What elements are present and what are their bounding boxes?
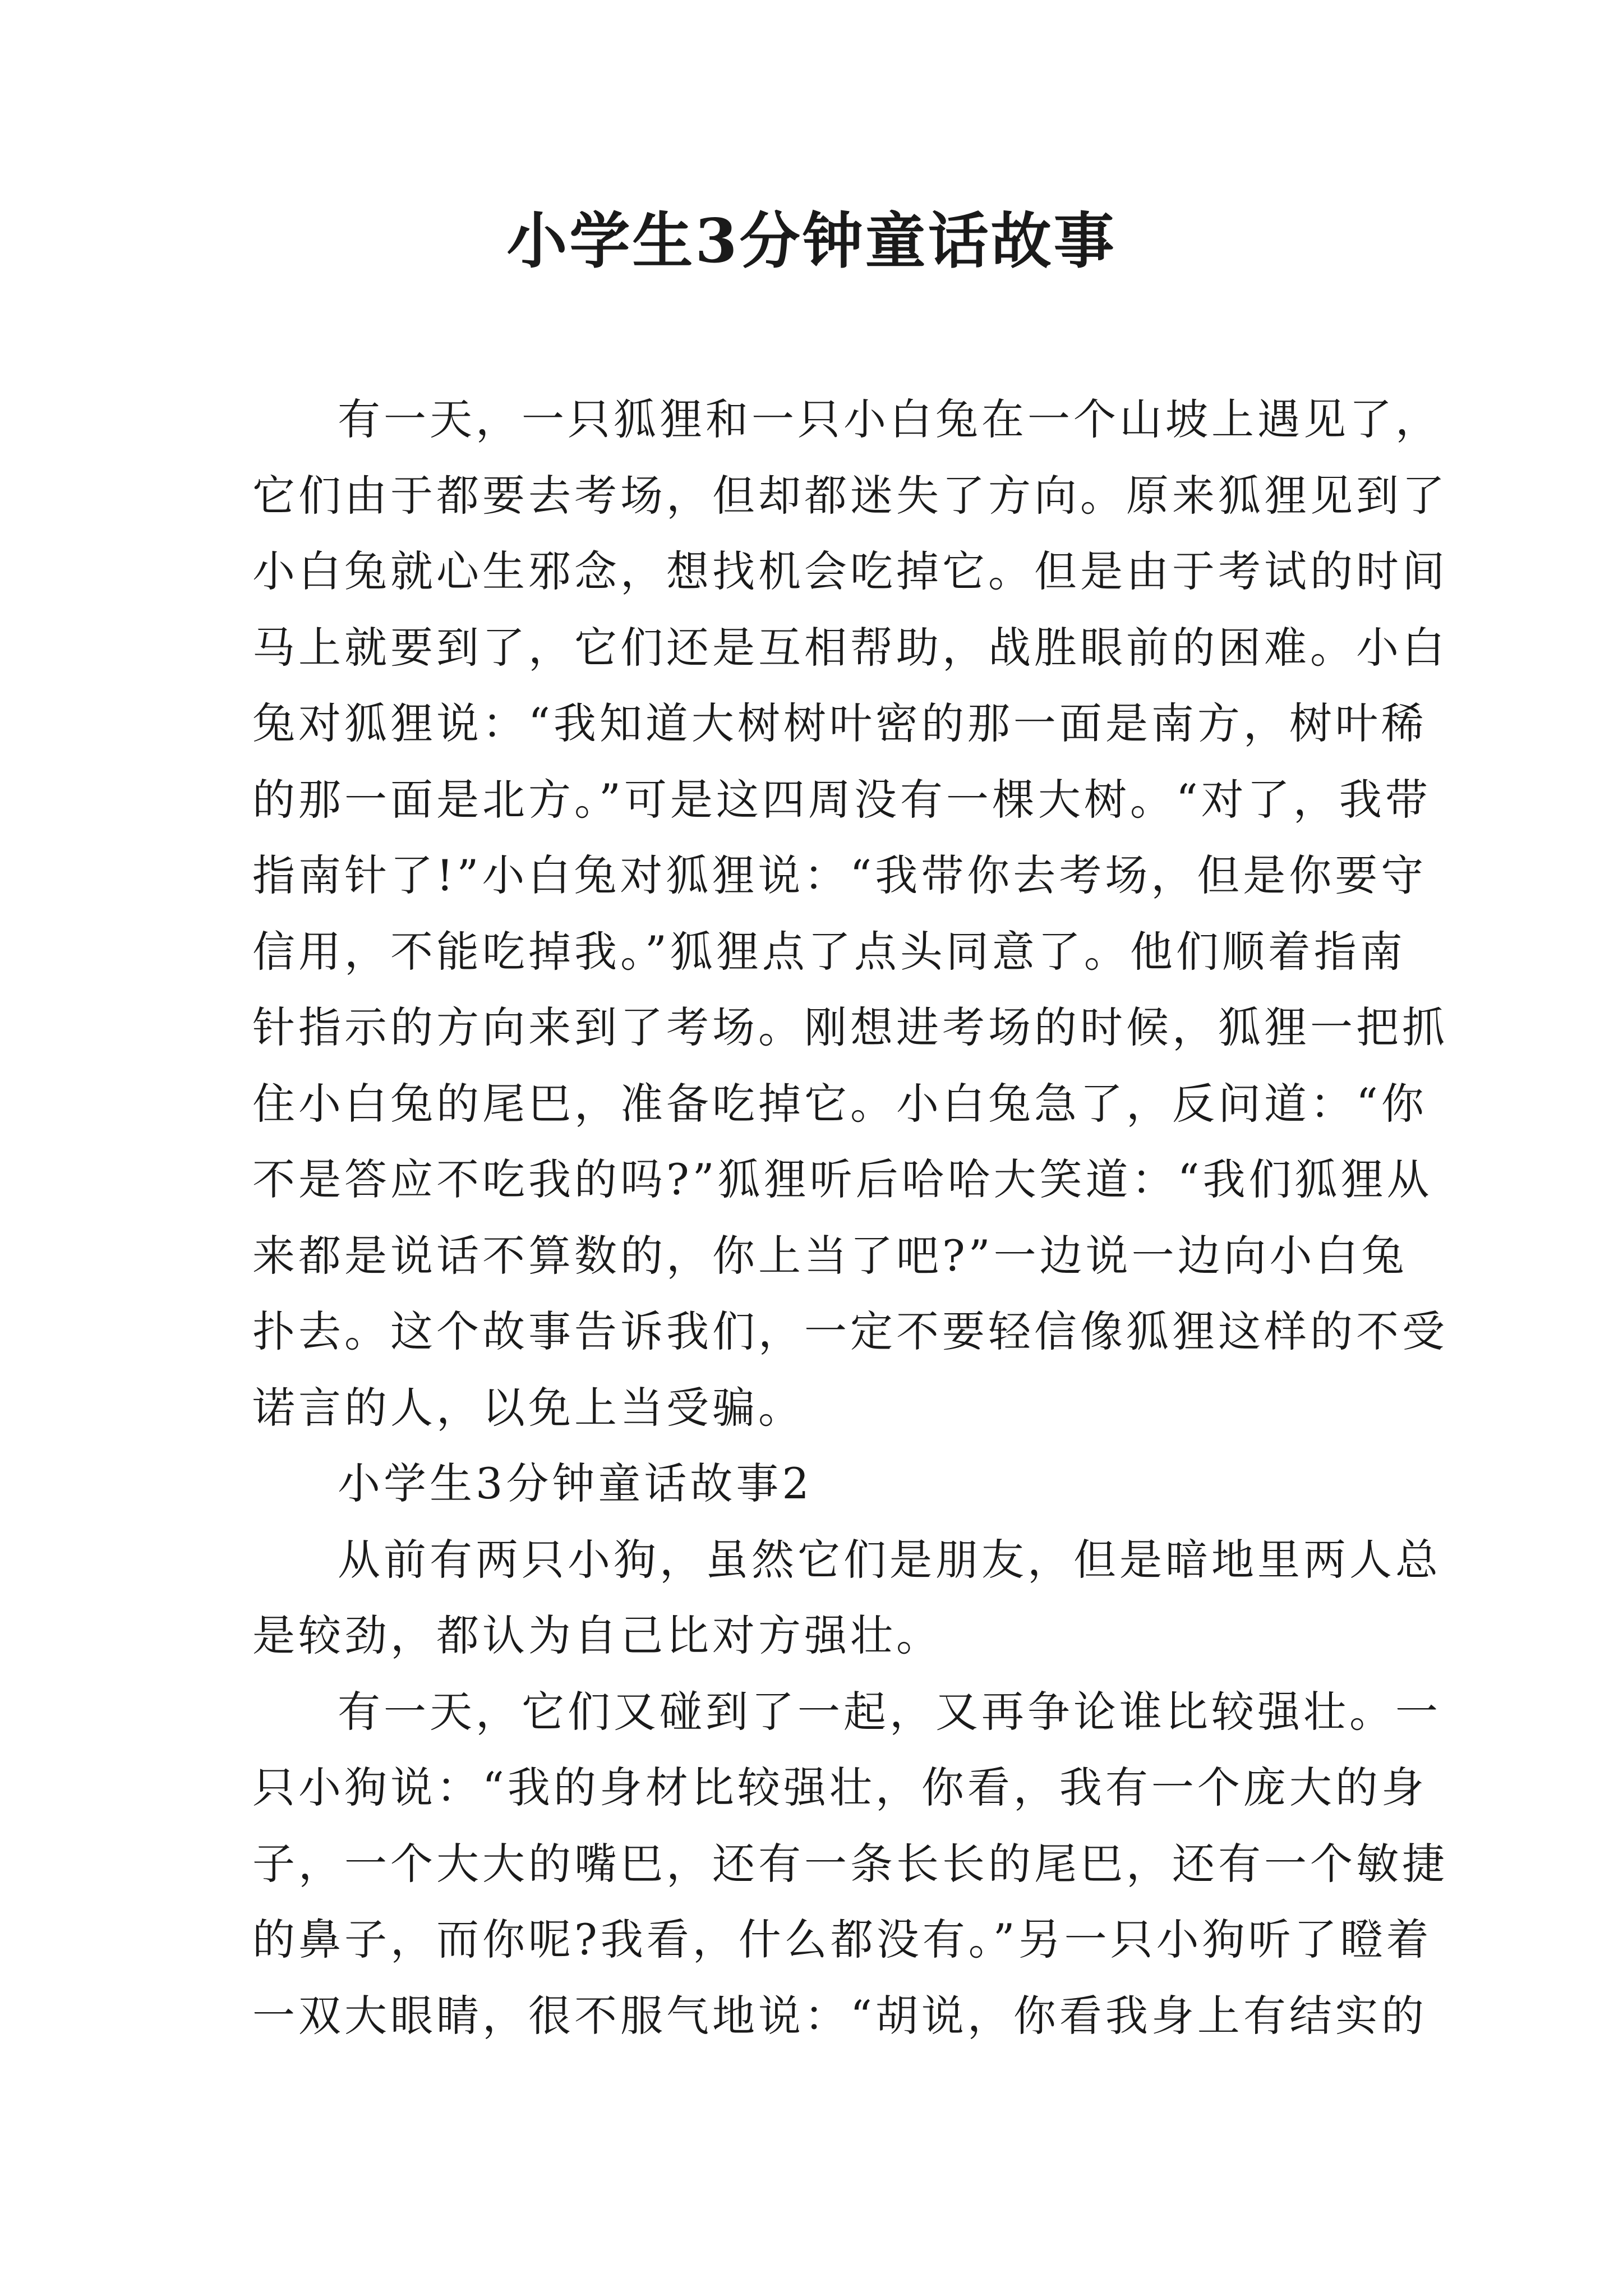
text-line: 诺言的人，以免上当受骗。 (252, 1382, 804, 1433)
text-line: 从前有两只小狗，虽然它们是朋友，但是暗地里两人总 (338, 1534, 1441, 1585)
section-heading-story-2 (252, 1446, 1391, 1522)
text-line: 兔对狐狸说：“我知道大树树叶密的那一面是南方，树叶稀 (252, 698, 1427, 748)
text-line: 小白兔就心生邪念，想找机会吃掉它。但是由于考试的时间 (252, 546, 1448, 596)
text-line: 的那一面是北方。”可是这四周没有一棵大树。“对了，我带 (252, 774, 1431, 825)
text-line: 马上就要到了，它们还是互相帮助，战胜眼前的困难。小白 (252, 622, 1448, 673)
paragraph-fox-rabbit (252, 381, 1448, 1446)
paragraph-two-dogs-intro (252, 1522, 1441, 1674)
document-body (252, 381, 1448, 2054)
text-line: 它们由于都要去考场，但却都迷失了方向。原来狐狸见到了 (252, 470, 1448, 521)
text-line: 的鼻子，而你呢?我看，什么都没有。”另一只小狗听了瞪着 (252, 1915, 1432, 1964)
text-line: 是较劲，都认为自己比对方强壮。 (252, 1611, 942, 1660)
text-line: 来都是说话不算数的，你上当了吧?”一边说一边向小白兔 (252, 1230, 1408, 1281)
text-line: 有一天，一只狐狸和一只小白兔在一个山坡上遇见了， (338, 394, 1441, 444)
text-line: 不是答应不吃我的吗?”狐狸听后哈哈大笑道：“我们狐狸从 (252, 1154, 1433, 1204)
text-line: 一双大眼睛，很不服气地说：“胡说，你看我身上有结实的 (252, 1990, 1427, 2041)
text-line: 住小白兔的尾巴，准备吃掉它。小白兔急了，反问道：“你 (252, 1078, 1427, 1129)
text-line: 针指示的方向来到了考场。刚想进考场的时候，狐狸一把抓 (252, 1002, 1448, 1052)
text-line: 子，一个大大的嘴巴，还有一条长长的尾巴，还有一个敏捷 (252, 1838, 1448, 1889)
text-line: 信用，不能吃掉我。”狐狸点了点头同意了。他们顺着指南 (252, 926, 1406, 977)
text-line: 扑去。这个故事告诉我们，一定不要轻信像狐狸这样的不受 (252, 1306, 1448, 1356)
text-line: 指南针了!”小白兔对狐狸说：“我带你去考场，但是你要守 (252, 850, 1427, 900)
text-line: 只小狗说：“我的身材比较强壮，你看，我有一个庞大的身 (252, 1763, 1427, 1812)
paragraph-two-dogs-argument (252, 1674, 1448, 2054)
text-line: 小学生3分钟童话故事2 (338, 1458, 813, 1508)
document-title: 小学生3分钟童话故事 (506, 206, 1117, 277)
text-line: 有一天，它们又碰到了一起，又再争论谁比较强壮。一 (338, 1686, 1441, 1737)
